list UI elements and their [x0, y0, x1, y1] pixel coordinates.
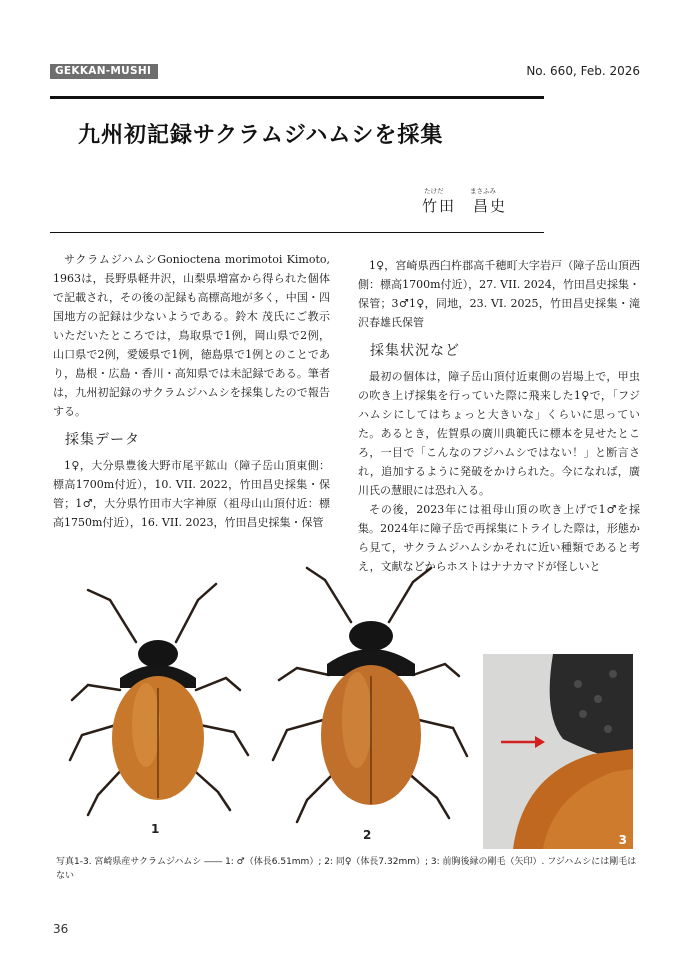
author-name: 竹田 昌史: [422, 197, 508, 215]
collection-data-1: 1♀，大分県豊後大野市尾平鉱山（障子岳山頂東側：標高1700m付近），10. VII. 2022，竹田昌史採集・保管；1♂，大分県竹田市大字神原（祖母山山頂付近：標高1750m付近），16. VII. 2023，竹田昌史採集・保管: [53, 459, 330, 529]
author-ruby-family: たけだ: [424, 187, 444, 195]
left-column: [53, 250, 330, 532]
author-ruby-given: まさふみ: [470, 187, 496, 195]
detail-photo-3: [483, 654, 633, 849]
page-number: 36: [53, 922, 69, 936]
beetle-photo-2: [263, 560, 483, 830]
intro-paragraph: サクラムジハムシGonioctena morimotoi Kimoto, 1963は，長野県軽井沢，山梨県増富から得られた個体で記載され，その後の記録も高標高地が多く，中国・四国地方の記録は少ないようである。鈴木 茂氏にご教示いただいたところでは，鳥取県で1例，岡山県で2例，山口県で2例，愛媛県で1例，徳島県で1例とのことであり，島根・広島・香川・高知県では未記録である。筆者は，九州初記録のサクラムジハムシを採集したので報告する。: [53, 253, 330, 418]
header-rule: [50, 96, 544, 99]
article-title: 九州初記録サクラムジハムシを採集: [78, 122, 444, 148]
beetle-photo-1: [58, 560, 258, 820]
beetle-figure: [58, 560, 638, 850]
magazine-tag: GEKKAN-MUSHI: [50, 64, 158, 79]
figure-label-2: 2: [363, 828, 372, 842]
author-block: [422, 186, 508, 216]
collection-data-2: 1♀，宮崎県西臼杵郡高千穂町大字岩戸（障子岳山頂西側：標高1700m付近），27. VII. 2024，竹田昌史採集・保管；3♂1♀，同地，23. VI. 2025，竹田昌史採集・滝沢春雄氏保管: [358, 259, 640, 329]
author-rule: [50, 232, 544, 233]
section-heading-status: 採集状況など: [370, 343, 460, 359]
section-heading-data: 採集データ: [65, 432, 140, 448]
figure-label-3: 3: [618, 833, 627, 847]
figure-label-1: 1: [151, 822, 160, 836]
author-ruby: [422, 186, 502, 195]
right-column: [358, 256, 640, 576]
status-paragraph-2: その後，2023年には祖母山頂の吹き上げで1♂を採集。2024年に障子岳で再採集にトライした際は，形態から見て，サクラムジハムシかそれに近い種類であると考え，文献などからホストはナナカマドが怪しいと: [358, 503, 640, 573]
setae-detail-image: [483, 654, 633, 849]
figure-caption: 写真1-3. 宮崎県産サクラムジハムシ ―― 1: ♂（体長6.51mm）; 2: 同♀（体長7.32mm）; 3: 前胸後縁の剛毛（矢印）. フジハムシには剛毛はない: [56, 857, 637, 881]
issue-info: No. 660, Feb. 2026: [526, 64, 640, 78]
status-paragraph-1: 最初の個体は，障子岳山頂付近東側の岩場上で，甲虫の吹き上げ採集を行っていた際に飛来した1♀で，「フジハムシにしてはちょっと大きいな」くらいに思っていた。あるとき，佐賀県の廣川典範氏に標本を見せたところ，一目で「こんなのフジハムシではない！」と断言され，追加するように発破をかけられた。今になれば，廣川氏の慧眼には恐れ入る。: [358, 370, 640, 497]
